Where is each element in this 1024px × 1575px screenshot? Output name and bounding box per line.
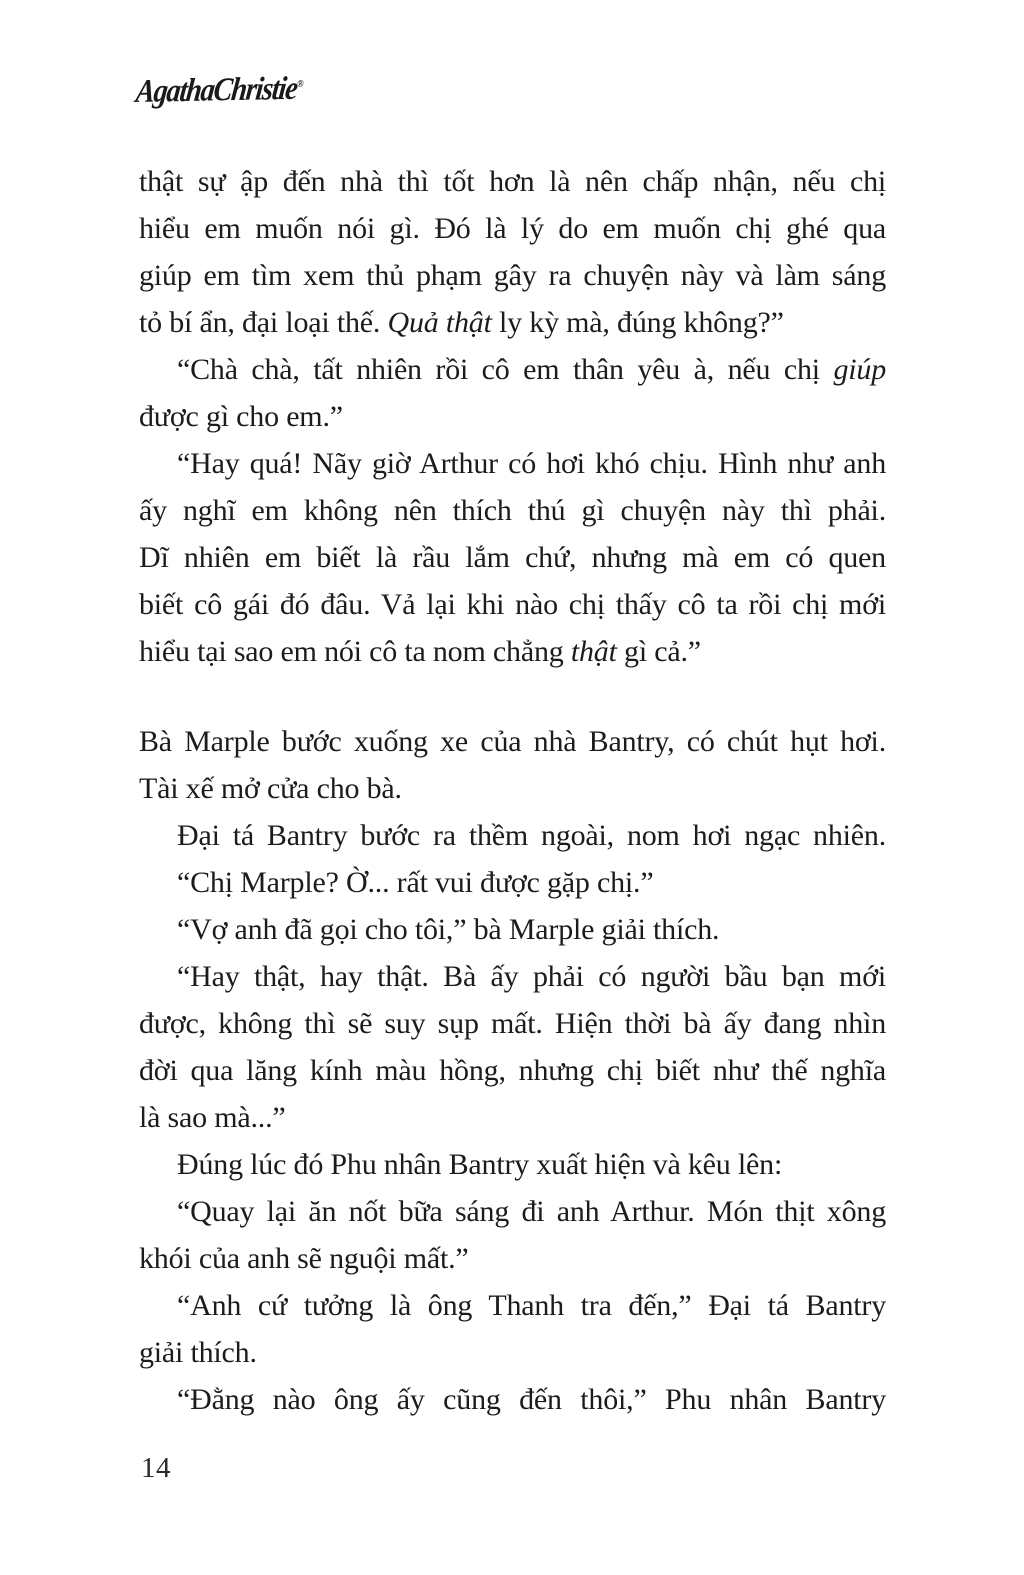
text-segment: “Hay quá! Nãy giờ Arthur có hơi khó chịu. Hình như anh — [177, 447, 886, 480]
text-segment: hiểu em muốn nói gì. Đó là lý do em muốn chị ghé qua — [139, 212, 886, 245]
paragraph — [139, 812, 886, 859]
body-text-block — [139, 158, 886, 1423]
text-segment: giúp em tìm xem thủ phạm gây ra chuyện này và làm sáng — [139, 259, 886, 292]
text-line — [139, 1094, 886, 1141]
text-segment: Bà Marple bước xuống xe của nhà Bantry, có chút hụt hơi. — [139, 725, 886, 758]
text-line — [139, 299, 886, 346]
text-line — [139, 859, 886, 906]
paragraph — [139, 1141, 886, 1188]
text-line — [139, 346, 886, 393]
text-line — [139, 812, 886, 859]
text-line — [139, 765, 886, 812]
text-line — [139, 534, 886, 581]
text-segment: “Anh cứ tưởng là ông Thanh tra đến,” Đại tá Bantry — [177, 1289, 886, 1322]
text-segment: “Vợ anh đã gọi cho tôi,” bà Marple giải thích. — [177, 913, 720, 946]
logo-text: AgathaChristie — [134, 70, 299, 110]
text-segment: “Quay lại ăn nốt bữa sáng đi anh Arthur. Món thịt xông — [177, 1195, 886, 1228]
text-line — [139, 1329, 886, 1376]
text-line — [139, 1000, 886, 1047]
paragraph — [139, 718, 886, 812]
text-segment: khói của anh sẽ nguội mất.” — [139, 1242, 469, 1275]
text-segment: giải thích. — [139, 1336, 257, 1369]
text-segment: biết cô gái đó đâu. Vả lại khi nào chị thấy cô ta rồi chị mới — [139, 588, 886, 621]
page-number: 14 — [141, 1452, 171, 1484]
text-segment: “Chà chà, tất nhiên rồi cô em thân yêu à, nếu chị — [177, 353, 834, 386]
agatha-christie-signature-logo — [133, 71, 311, 124]
text-segment: Dĩ nhiên em biết là rầu lắm chứ, nhưng mà em có quen — [139, 541, 886, 574]
text-line — [139, 718, 886, 765]
italic-text-segment: giúp — [833, 353, 886, 386]
text-segment: được gì cho em.” — [139, 400, 343, 433]
text-segment: gì cả.” — [616, 635, 701, 668]
paragraph — [139, 953, 886, 1141]
italic-text-segment: thật — [570, 635, 617, 668]
text-line — [139, 1376, 886, 1423]
text-line — [139, 487, 886, 534]
paragraph — [139, 1282, 886, 1376]
text-line — [139, 581, 886, 628]
paragraph — [139, 1188, 886, 1282]
text-segment: Đúng lúc đó Phu nhân Bantry xuất hiện và kêu lên: — [177, 1148, 783, 1181]
text-line — [139, 1188, 886, 1235]
text-segment: “Chị Marple? Ờ... rất vui được gặp chị.” — [177, 866, 654, 899]
text-segment: ly kỳ mà, đúng không?” — [491, 306, 784, 339]
text-line — [139, 252, 886, 299]
paragraph — [139, 346, 886, 440]
text-segment: “Hay thật, hay thật. Bà ấy phải có người bầu bạn mới — [177, 960, 886, 993]
text-segment: là sao mà...” — [139, 1101, 286, 1134]
text-line — [139, 1141, 886, 1188]
text-line — [139, 158, 886, 205]
text-line — [139, 628, 886, 675]
text-line — [139, 393, 886, 440]
text-segment: hiểu tại sao em nói cô ta nom chẳng — [139, 635, 571, 668]
text-segment: ấy nghĩ em không nên thích thú gì chuyện này thì phải. — [139, 494, 886, 527]
registered-trademark-icon: ® — [296, 78, 305, 90]
text-line — [139, 1047, 886, 1094]
italic-text-segment: Quả thật — [387, 306, 492, 339]
text-line — [139, 1235, 886, 1282]
text-segment: đời qua lăng kính màu hồng, nhưng chị biết như thế nghĩa — [139, 1054, 886, 1087]
paragraph — [139, 1376, 886, 1423]
text-line — [139, 1282, 886, 1329]
text-line — [139, 440, 886, 487]
text-segment: Tài xế mở cửa cho bà. — [139, 772, 402, 805]
paragraph — [139, 440, 886, 675]
text-segment: “Đằng nào ông ấy cũng đến thôi,” Phu nhân Bantry — [177, 1383, 886, 1416]
paragraph — [139, 906, 886, 953]
paragraph — [139, 859, 886, 906]
text-line — [139, 906, 886, 953]
text-segment: Đại tá Bantry bước ra thềm ngoài, nom hơi ngạc nhiên. — [177, 819, 886, 852]
text-line — [139, 205, 886, 252]
paragraph — [139, 158, 886, 346]
text-segment: được, không thì sẽ suy sụp mất. Hiện thời bà ấy đang nhìn — [139, 1007, 886, 1040]
text-segment: tỏ bí ẩn, đại loại thế. — [139, 306, 388, 339]
text-segment: thật sự ập đến nhà thì tốt hơn là nên chấp nhận, nếu chị — [139, 165, 886, 198]
text-line — [139, 953, 886, 1000]
